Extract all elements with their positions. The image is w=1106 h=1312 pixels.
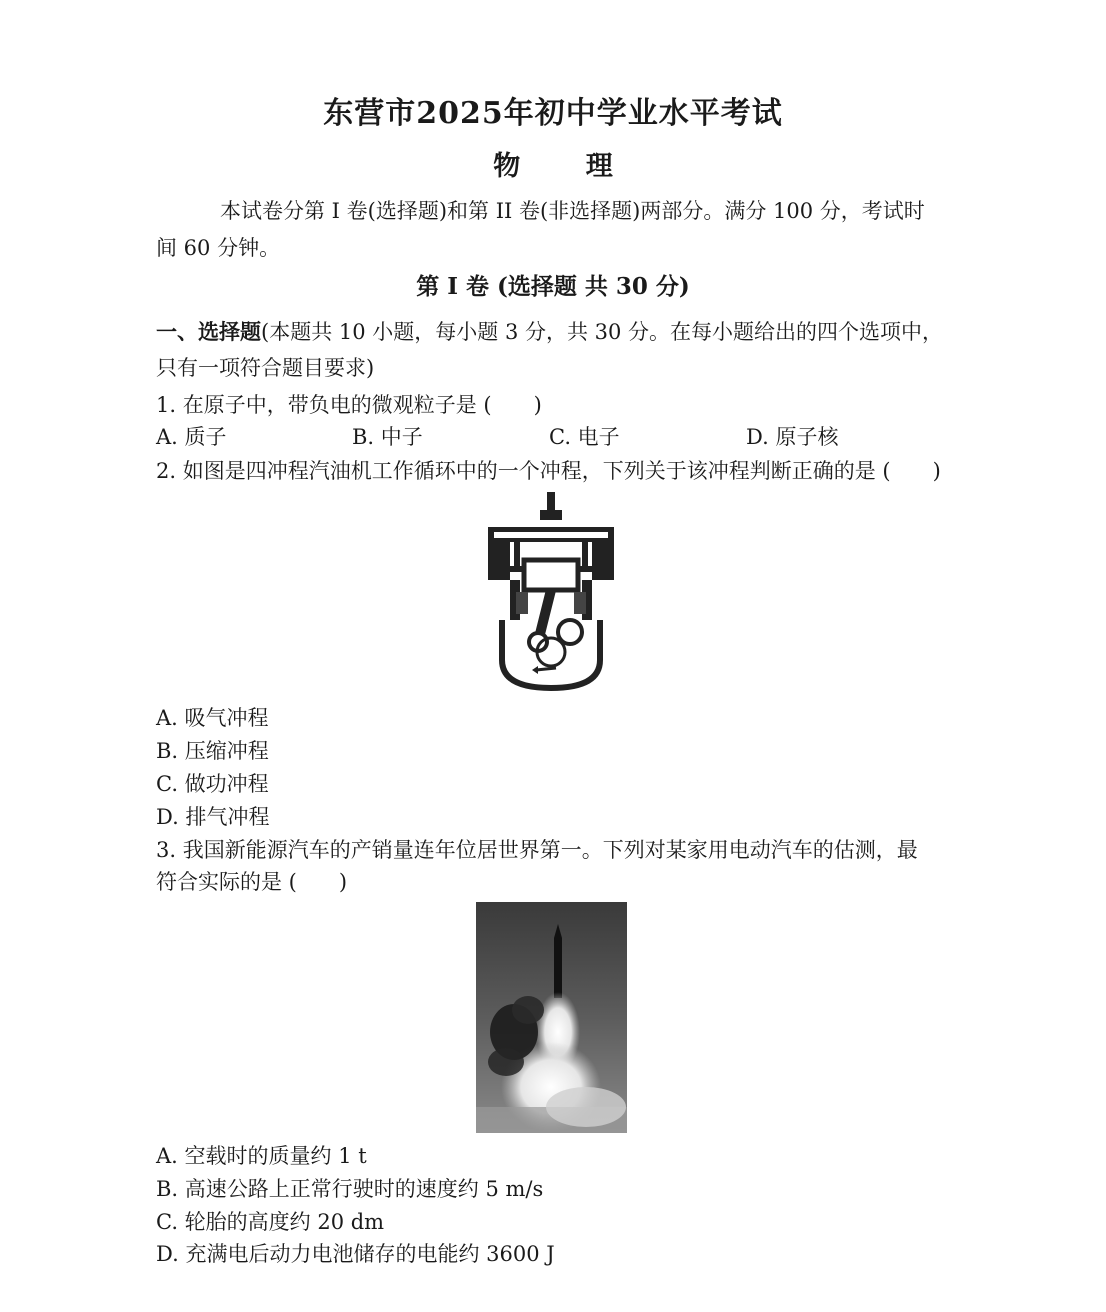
- q3-option-a: A. 空载时的质量约 1 t: [156, 1144, 367, 1168]
- q3-option-c: C. 轮胎的高度约 20 dm: [156, 1210, 385, 1234]
- part-label: 一、选择题: [156, 319, 261, 344]
- q2-option-d: D. 排气冲程: [156, 805, 270, 829]
- part-instructions: [156, 316, 943, 346]
- intro-line-1: 本试卷分第 I 卷(选择题)和第 II 卷(非选择题)两部分。满分 100 分，考试时: [220, 199, 925, 223]
- question-1-stem: 1. 在原子中，带负电的微观粒子是 ( ): [156, 393, 542, 417]
- q1-option-d: D. 原子核: [746, 425, 839, 449]
- question-3-stem-line-1: 3. 我国新能源汽车的产销量连年位居世界第一。下列对某家用电动汽车的估测，最: [156, 838, 918, 862]
- q1-option-c: C. 电子: [549, 425, 620, 449]
- question-2-stem: 2. 如图是四冲程汽油机工作循环中的一个冲程，下列关于该冲程判断正确的是 ( ): [156, 459, 941, 483]
- q3-option-b: B. 高速公路上正常行驶时的速度约 5 m/s: [156, 1177, 544, 1201]
- subject-title: 物 理: [493, 151, 641, 182]
- engine-stroke-diagram: [480, 492, 622, 692]
- question-3-stem-line-2: 符合实际的是 ( ): [156, 870, 348, 894]
- intro-line-2: 间 60 分钟。: [156, 236, 281, 260]
- part-note-continued: 只有一项符合题目要求): [156, 356, 375, 380]
- rocket-launch-photo: [476, 902, 627, 1133]
- q1-option-b: B. 中子: [352, 425, 423, 449]
- exam-title: 东营市2025年初中学业水平考试: [323, 96, 783, 131]
- q2-option-c: C. 做功冲程: [156, 772, 269, 796]
- section-heading: 第 I 卷 (选择题 共 30 分): [416, 273, 690, 300]
- q3-option-d: D. 充满电后动力电池储存的电能约 3600 J: [156, 1242, 555, 1266]
- part-note: (本题共 10 小题，每小题 3 分，共 30 分。在每小题给出的四个选项中，: [261, 320, 944, 344]
- q2-option-a: A. 吸气冲程: [156, 706, 269, 730]
- q1-option-a: A. 质子: [156, 425, 227, 449]
- q2-option-b: B. 压缩冲程: [156, 739, 269, 763]
